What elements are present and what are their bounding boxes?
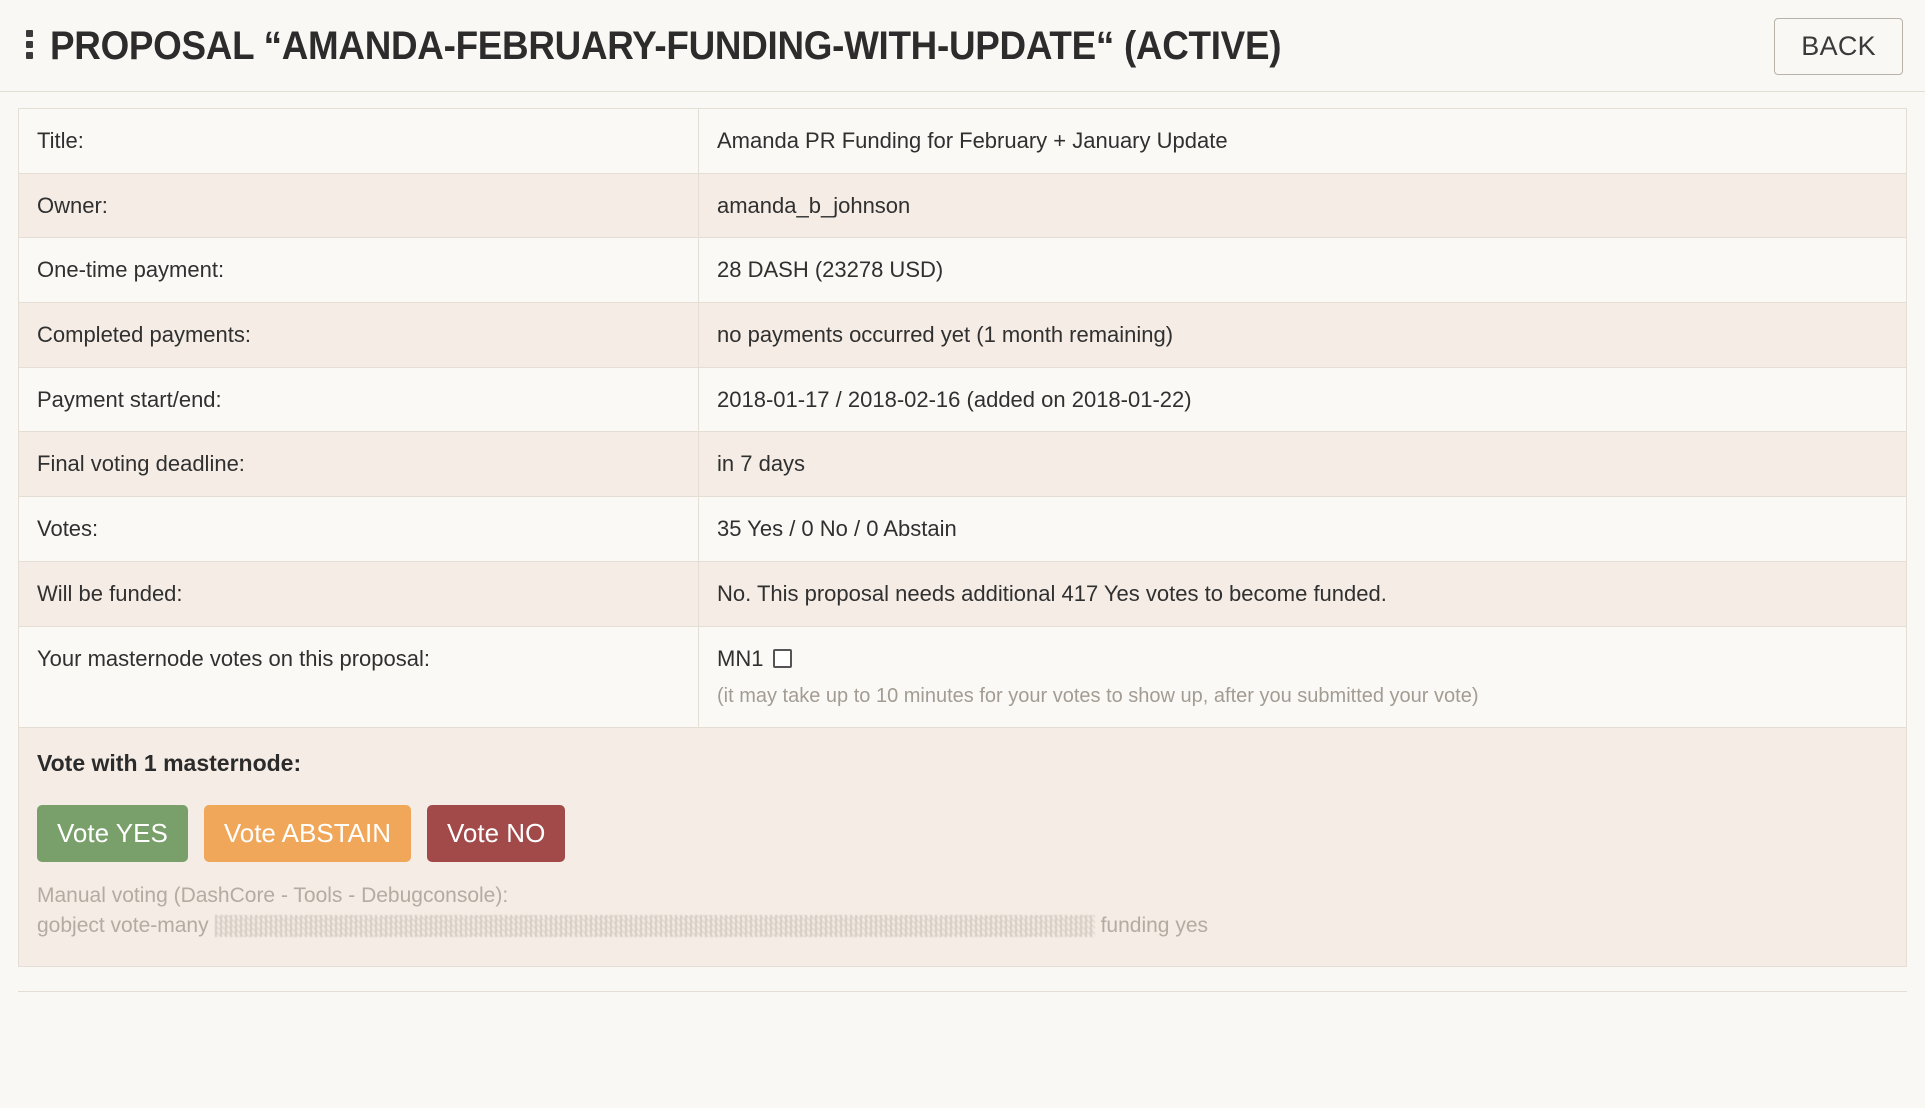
- table-row: [19, 173, 1907, 238]
- table-row: [19, 303, 1907, 368]
- table-row: [19, 238, 1907, 303]
- row-value: No. This proposal needs additional 417 Yes votes to become funded.: [699, 561, 1907, 626]
- row-label: Payment start/end:: [19, 367, 699, 432]
- row-label: One-time payment:: [19, 238, 699, 303]
- vote-panel: [18, 728, 1907, 967]
- row-label: Title:: [19, 109, 699, 174]
- vote-yes-button[interactable]: Vote YES: [37, 805, 188, 862]
- vote-button-group: [37, 805, 1888, 862]
- masternode-vote-checkbox[interactable]: [773, 649, 792, 668]
- manual-voting-label: Manual voting (DashCore - Tools - Debugconsole):: [37, 883, 509, 907]
- row-label: Votes:: [19, 497, 699, 562]
- kebab-dot: [26, 30, 33, 37]
- row-value: 35 Yes / 0 No / 0 Abstain: [699, 497, 1907, 562]
- row-label: Owner:: [19, 173, 699, 238]
- kebab-dot: [26, 52, 33, 59]
- masternode-vote-note: (it may take up to 10 minutes for your votes to show up, after you submitted your vote): [717, 685, 1479, 708]
- row-value: no payments occurred yet (1 month remaining): [699, 303, 1907, 368]
- row-value: amanda_b_johnson: [699, 173, 1907, 238]
- kebab-menu-icon[interactable]: [18, 30, 40, 59]
- bottom-divider: [18, 991, 1907, 992]
- row-value: 2018-01-17 / 2018-02-16 (added on 2018-01-22): [699, 367, 1907, 432]
- table-row-masternode-votes: [19, 626, 1907, 728]
- manual-voting-command[interactable]: [37, 914, 1888, 938]
- vote-abstain-button[interactable]: Vote ABSTAIN: [204, 805, 411, 862]
- table-row: [19, 109, 1907, 174]
- page-header: [0, 0, 1925, 92]
- masternode-name: MN1: [717, 645, 764, 671]
- row-label: Completed payments:: [19, 303, 699, 368]
- vote-heading: Vote with 1 masternode:: [37, 750, 302, 777]
- row-value: [699, 626, 1907, 728]
- page-title: PROPOSAL “AMANDA-FEBRUARY-FUNDING-WITH-UPDATE“ (ACTIVE): [50, 24, 1282, 68]
- table-row: [19, 497, 1907, 562]
- row-value: in 7 days: [699, 432, 1907, 497]
- manual-command-suffix: funding yes: [1100, 913, 1209, 937]
- table-row: [19, 367, 1907, 432]
- back-button[interactable]: BACK: [1774, 18, 1903, 75]
- proposal-details-table: [18, 108, 1907, 728]
- row-label: Final voting deadline:: [19, 432, 699, 497]
- manual-command-hash-blurred: [215, 915, 1095, 937]
- row-value: Amanda PR Funding for February + January Update: [699, 109, 1907, 174]
- row-value: 28 DASH (23278 USD): [699, 238, 1907, 303]
- masternode-vote-line: [717, 644, 1888, 674]
- table-row: [19, 561, 1907, 626]
- vote-no-button[interactable]: Vote NO: [427, 805, 565, 862]
- kebab-dot: [26, 41, 33, 48]
- row-label: Your masternode votes on this proposal:: [19, 626, 699, 728]
- row-label: Will be funded:: [19, 561, 699, 626]
- manual-command-prefix: gobject vote-many: [37, 913, 209, 937]
- table-row-voting-deadline: [19, 432, 1907, 497]
